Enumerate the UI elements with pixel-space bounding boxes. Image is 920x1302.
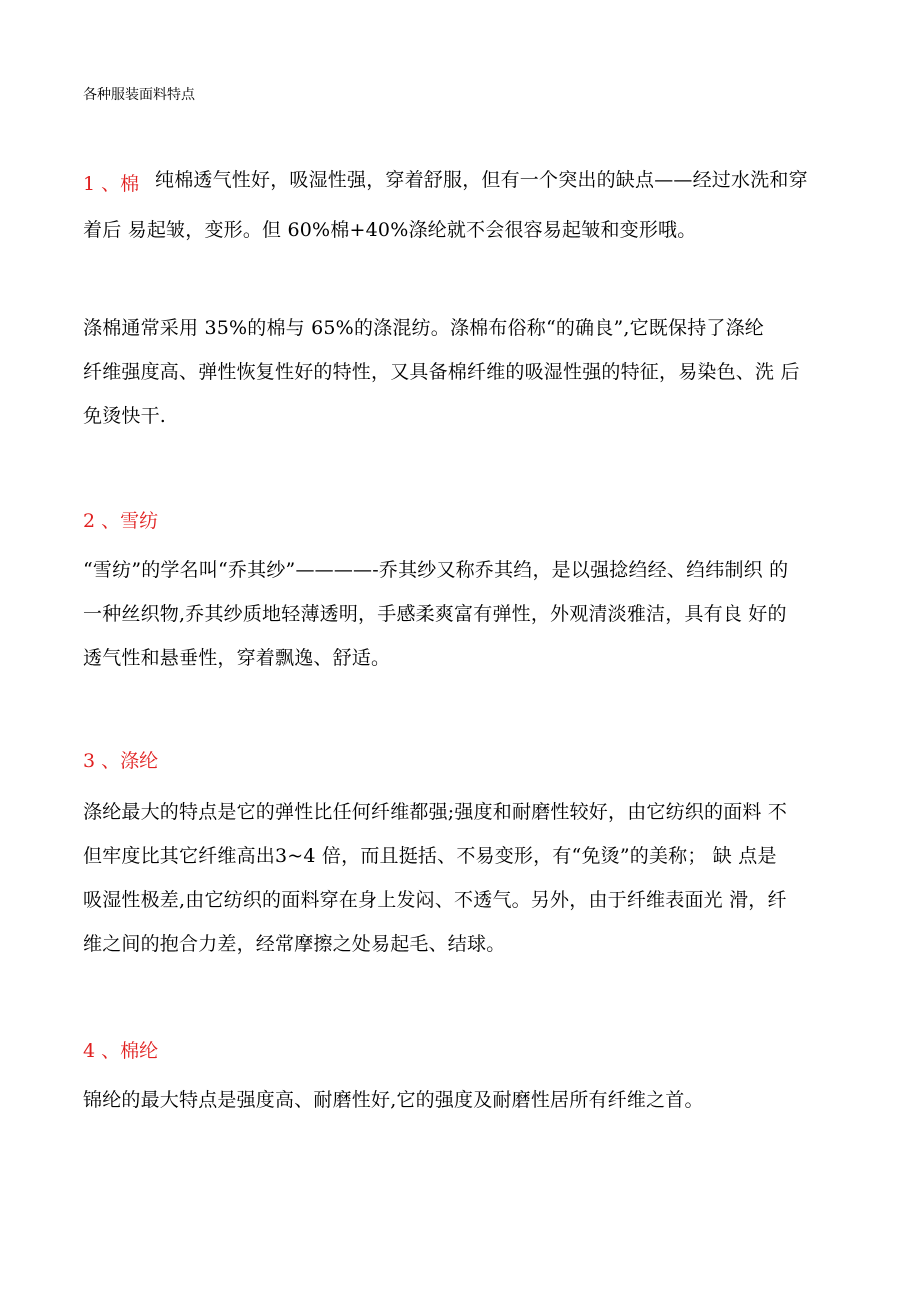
text-line: “雪纺”的学名叫“乔其纱”————-乔其纱又称乔其绉，是以强捻绉经、绉纬制织 的 — [83, 559, 789, 581]
text-line: 着后 易起皱，变形。但 60%棉+40%涤纶就不会很容易起皱和变形哦。 — [83, 219, 697, 241]
text-line: 免烫快干. — [83, 405, 167, 427]
text-line: 透气性和悬垂性，穿着飘逸、舒适。 — [83, 647, 391, 669]
paragraph-polyester — [83, 790, 853, 966]
section-heading-nylon: 4 、棉纶 — [83, 1040, 159, 1062]
text-line: 锦纶的最大特点是强度高、耐磨性好,它的强度及耐磨性居所有纤维之首。 — [83, 1089, 704, 1111]
text-line: 涤棉通常采用 35%的棉与 65%的涤混纺。涤棉布俗称“的确良”,它既保持了涤纶 — [83, 317, 765, 339]
paragraph-cotton-intro — [155, 158, 855, 202]
section-heading-chiffon: 2 、雪纺 — [83, 510, 159, 532]
paragraph-poly-cotton — [83, 306, 853, 438]
section-heading-polyester: 3 、涤纶 — [83, 750, 159, 772]
text-line: 纯棉透气性好，吸湿性强，穿着舒服，但有一个突出的缺点——经过水洗和穿 — [155, 169, 808, 191]
text-line: 维之间的抱合力差，经常摩擦之处易起毛、结球。 — [83, 933, 506, 955]
text-line: 但牢度比其它纤维高出3~4 倍，而且挺括、不易变形，有“免烫”的美称； 缺 点是 — [83, 845, 777, 867]
paragraph-cotton-intro-cont — [83, 208, 853, 252]
document-title: 各种服装面料特点 — [83, 87, 195, 103]
text-line: 纤维强度高、弹性恢复性好的特性，又具备棉纤维的吸湿性强的特征，易染色、洗 后 — [83, 361, 800, 383]
paragraph-nylon — [83, 1078, 853, 1122]
paragraph-chiffon — [83, 548, 853, 680]
section-heading-cotton: 1 、棉 — [83, 173, 140, 195]
text-line: 一种丝织物,乔其纱质地轻薄透明，手感柔爽富有弹性，外观清淡雅洁，具有良 好的 — [83, 603, 787, 625]
text-line: 涤纶最大的特点是它的弹性比任何纤维都强;强度和耐磨性较好，由它纺织的面料 不 — [83, 801, 788, 823]
text-line: 吸湿性极差,由它纺织的面料穿在身上发闷、不透气。另外，由于纤维表面光 滑，纤 — [83, 889, 787, 911]
